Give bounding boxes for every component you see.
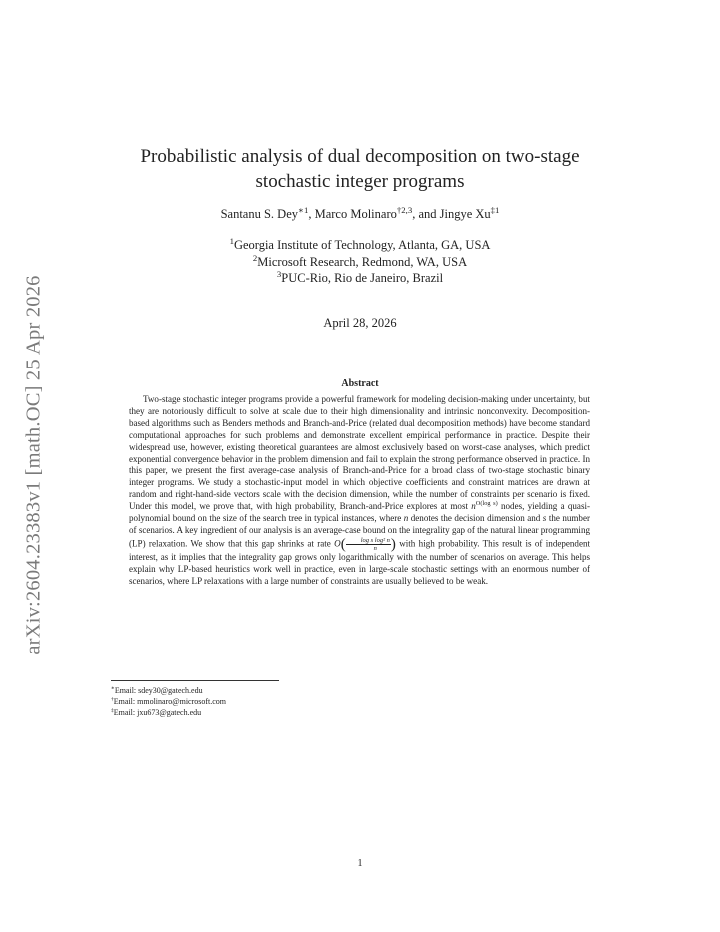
fraction-numerator: log s log² n bbox=[346, 537, 391, 545]
footnote bbox=[111, 685, 226, 696]
affiliation-number: 3 bbox=[276, 268, 282, 279]
author-name: Jingye Xu bbox=[439, 207, 491, 221]
math-big-o: O bbox=[334, 538, 341, 549]
abstract-text: with high probability. This result is of independent interest, as it implies that the integrality gap grows only logarithmically with the number of scenarios on average. This helps explain why LP-based heuristics work well in practice, even in large-scale stochastic settings with an enormous number of scenarios, where LP relaxations with a large number of constraints are usually believed to be weak. bbox=[129, 538, 590, 586]
title-line-1: Probabilistic analysis of dual decomposition on two-stage bbox=[140, 146, 580, 167]
math-variable: s bbox=[542, 513, 547, 524]
footnote bbox=[111, 696, 226, 707]
affiliation-text: Georgia Institute of Technology, Atlanta, GA, USA bbox=[233, 238, 491, 252]
footnote-list bbox=[111, 685, 226, 718]
author-separator: , and bbox=[412, 207, 440, 221]
footnote-mark: † bbox=[111, 696, 114, 703]
affiliation-number: 2 bbox=[252, 252, 258, 263]
footnote-mark: ‡ bbox=[111, 707, 114, 714]
affiliation-number: 1 bbox=[229, 235, 234, 246]
author-marks: †2,3 bbox=[396, 204, 413, 215]
affiliation-text: Microsoft Research, Redmond, WA, USA bbox=[257, 254, 468, 269]
author-name: Marco Molinaro bbox=[314, 207, 397, 221]
author-list bbox=[100, 204, 620, 222]
paper-title bbox=[100, 144, 620, 194]
footnote-email: Email: jxu673@gatech.edu bbox=[113, 708, 202, 717]
affiliation bbox=[100, 237, 620, 254]
footnote bbox=[111, 707, 226, 718]
affiliation bbox=[100, 254, 620, 271]
page-number: 1 bbox=[357, 858, 363, 869]
abstract-text: the number of scenarios. A key ingredient of our analysis is an average-case bound on the integrality gap of the natural linear programming (LP) relaxation. We show that this gap shrinks at rate bbox=[129, 513, 590, 549]
title-line-2: stochastic integer programs bbox=[255, 171, 465, 192]
math-exponent: O(log s) bbox=[475, 500, 498, 508]
footnote-email: Email: sdey30@gatech.edu bbox=[114, 686, 203, 695]
footnote-rule bbox=[111, 680, 279, 681]
affiliation-list bbox=[100, 237, 620, 287]
math-fraction bbox=[346, 537, 391, 552]
arxiv-identifier-stamp: arXiv:2604.23383v1 [math.OC] 25 Apr 2026 bbox=[22, 275, 45, 655]
math-variable: n bbox=[471, 501, 476, 512]
abstract-heading: Abstract bbox=[341, 378, 379, 389]
abstract-text: nodes, yielding a quasi-polynomial bound on the size of the search tree in typical instances, where bbox=[129, 501, 590, 524]
math-paren-open: ( bbox=[340, 536, 346, 553]
abstract-body bbox=[129, 394, 590, 588]
footnote-email: Email: mmolinaro@microsoft.com bbox=[113, 697, 227, 706]
author-name: Santanu S. Dey bbox=[220, 207, 299, 221]
abstract-text: Two-stage stochastic integer programs provide a powerful framework for modeling decision-making under uncertainty, but they are notoriously difficult to solve at scale due to their high dimensionality and intrinsic nonconvexity. Decomposition-based algorithms such as Benders methods and Branch-and-Price (related dual decomposition methods) have become standard computational approaches for such problems and demonstrate excellent empirical performance in practice. Despite their widespread use, however, existing theoretical guarantees are almost exclusively based on worst-case analyses, which predict exponential convergence behavior in the problem dimension and fail to explain the strong performance observed in practice. In this paper, we present the first average-case analysis of Branch-and-Price for a broad class of two-stage stochastic binary integer programs. We study a stochastic-input model in which objective coefficients and constraint matrices are drawn at random and right-hand-side vectors scale with the decision dimension, while the number of constraints per scenario is fixed. Under this model, we prove that, with high probability, Branch-and-Price explores at most bbox=[129, 394, 590, 512]
affiliation bbox=[100, 270, 620, 287]
author-separator: , bbox=[308, 207, 315, 221]
footnote-mark: ∗ bbox=[111, 685, 115, 692]
publication-date: April 28, 2026 bbox=[323, 316, 397, 330]
author-marks: ‡1 bbox=[490, 204, 500, 215]
author-marks: ∗1 bbox=[298, 204, 309, 215]
abstract-text: denotes the decision dimension and bbox=[408, 513, 543, 524]
math-variable: n bbox=[403, 513, 409, 524]
math-paren-close: ) bbox=[390, 536, 396, 553]
fraction-denominator: n bbox=[373, 544, 377, 552]
affiliation-text: PUC-Rio, Rio de Janeiro, Brazil bbox=[281, 271, 444, 285]
